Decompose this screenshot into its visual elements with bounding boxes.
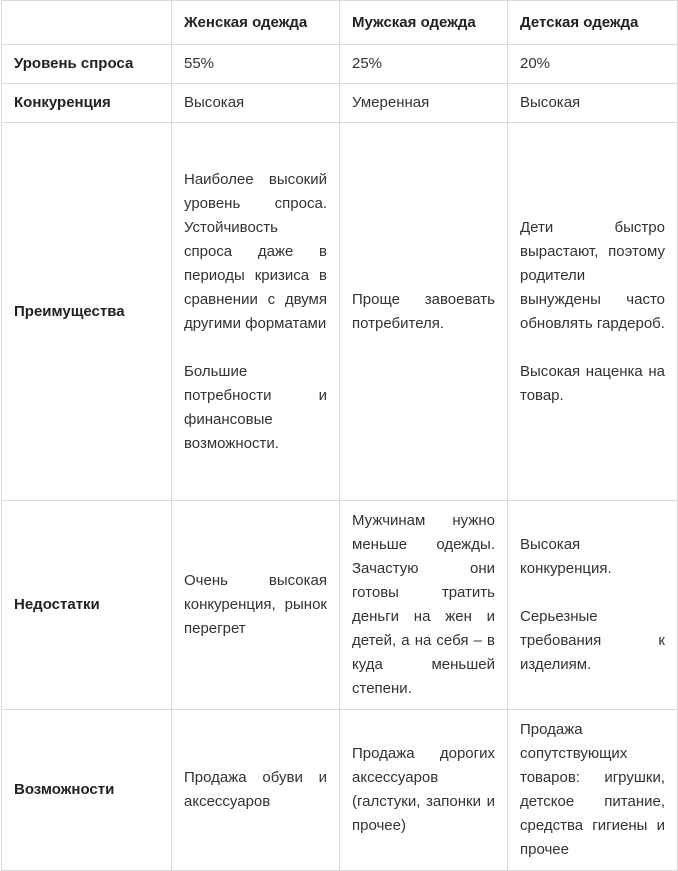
cell-text: 55% [184,55,215,72]
cell-paragraph: Высокая наценка на товар. [520,362,665,404]
cell-paragraph: Мужчинам нужно меньше одежды. Зачастую они готовы тратить деньги на жен и детей, а на себя – в куда меньшей степени. [352,512,495,697]
cell-disadvantages-women [172,501,340,710]
cell-text: 25% [352,55,383,72]
cell-competition-women [172,84,340,123]
cell-paragraph: Продажа дорогих аксессуаров (галстуки, запонки и прочее) [352,745,495,834]
cell-text: Высокая [184,94,245,111]
cell-paragraph: Проще завоевать потребителя. [352,290,495,332]
cell-competition-kids [508,84,678,123]
cell-advantages-kids [508,123,678,501]
cell-paragraph: Серьезные требования к изделиям. [520,608,665,673]
row-label-opportunities: Возможности [2,710,172,871]
cell-advantages-men [340,123,508,501]
cell-text: 20% [520,55,551,72]
header-kids-clothing: Детская одежда [508,1,678,45]
row-label-advantages: Преимущества [2,123,172,501]
cell-demand-kids [508,45,678,84]
cell-paragraph: Очень высокая конкуренция, рынок перегрет [184,572,327,637]
cell-disadvantages-kids [508,501,678,710]
header-row [2,1,678,45]
cell-paragraph: Высокая конкуренция. [520,536,612,577]
cell-competition-men [340,84,508,123]
cell-disadvantages-men [340,501,508,710]
cell-paragraph: Продажа сопутствующих товаров: игрушки, детское питание, средства гигиены и прочее [520,721,665,858]
cell-opportunities-women [172,710,340,871]
table-row-demand [2,45,678,84]
cell-text: Высокая [520,94,581,111]
row-label-disadvantages: Недостатки [2,501,172,710]
cell-opportunities-kids [508,710,678,871]
header-corner-cell [2,1,172,45]
header-mens-clothing: Мужская одежда [340,1,508,45]
cell-demand-women [172,45,340,84]
cell-paragraph: Дети быстро вырастают, поэтому родители вынуждены часто обновлять гардероб. [520,218,665,332]
table-row-competition [2,84,678,123]
cell-paragraph: Наиболее высокий уровень спроса. Устойчивость спроса даже в периоды кризиса в сравнении с двумя другими форматами [184,170,327,332]
cell-paragraph: Большие потребности и финансовые возможности. [184,362,327,452]
table-row-opportunities [2,710,678,871]
cell-advantages-women [172,123,340,501]
cell-text: Умеренная [352,94,430,111]
comparison-table [1,0,678,871]
cell-paragraph: Продажа обуви и аксессуаров [184,769,327,810]
cell-demand-men [340,45,508,84]
table-row-advantages [2,123,678,501]
header-womens-clothing: Женская одежда [172,1,340,45]
row-label-demand: Уровень спроса [2,45,172,84]
row-label-competition: Конкуренция [2,84,172,123]
cell-opportunities-men [340,710,508,871]
table-row-disadvantages [2,501,678,710]
